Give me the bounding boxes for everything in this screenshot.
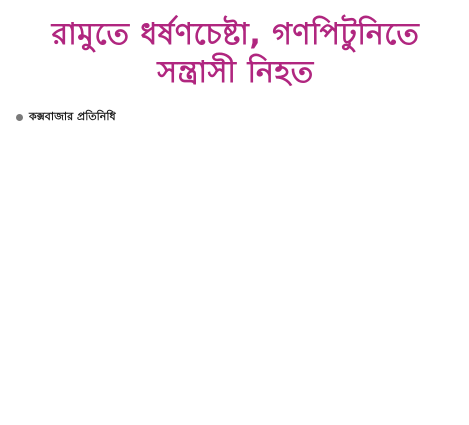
paragraph-3 — [14, 205, 457, 248]
byline-text: কক্সবাজার প্রতিনিধি — [29, 110, 116, 123]
headline-line-2: সন্ত্রাসী নিহত — [157, 55, 314, 90]
headline — [14, 16, 457, 92]
byline — [16, 108, 457, 127]
headline-line-1: রামুতে ধর্ষণচেষ্টা, গণপিটুনিতে — [51, 17, 420, 52]
bullet-icon — [16, 114, 23, 121]
article-body — [14, 133, 457, 277]
paragraph-1 — [14, 133, 457, 176]
paragraph-2 — [14, 176, 457, 205]
paragraph-4 — [14, 248, 457, 277]
